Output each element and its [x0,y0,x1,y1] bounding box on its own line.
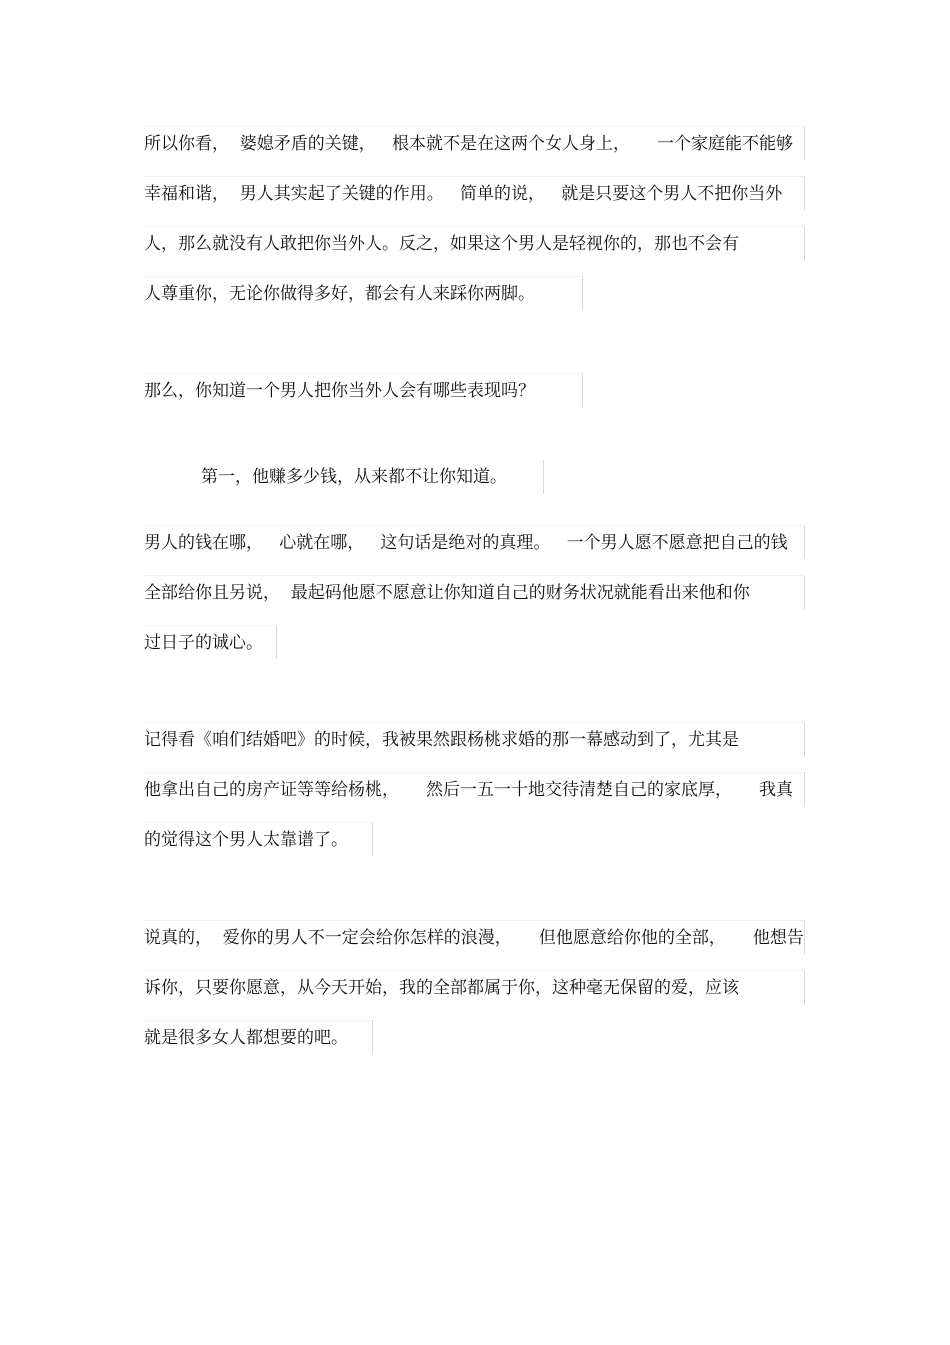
text-line: 所以你看， 婆媳矛盾的关键， 根本就不是在这两个女人身上， 一个家庭能不能够 [144,126,805,160]
text-line: 他拿出自己的房产证等等给杨桃， 然后一五一十地交待清楚自己的家底厚， 我真 [144,772,805,806]
section-heading: 第一，他赚多少钱，从来都不让你知道。 [201,460,544,494]
text-line: 人，那么就没有人敢把你当外人。反之，如果这个男人是轻视你的，那也不会有 [144,226,805,260]
text-line: 就是很多女人都想要的吧。 [144,1020,373,1054]
text-line: 那么，你知道一个男人把你当外人会有哪些表现吗？ [144,373,583,407]
text-line: 全部给你且另说， 最起码他愿不愿意让你知道自己的财务状况就能看出来他和你 [144,575,805,609]
text-line: 诉你，只要你愿意，从今天开始，我的全部都属于你，这种毫无保留的爱，应该 [144,970,805,1004]
text-line: 记得看《咱们结婚吧》的时候，我被果然跟杨桃求婚的那一幕感动到了，尤其是 [144,722,805,756]
text-line: 的觉得这个男人太靠谱了。 [144,822,373,856]
text-line: 人尊重你，无论你做得多好，都会有人来踩你两脚。 [144,276,583,310]
text-line: 男人的钱在哪， 心就在哪， 这句话是绝对的真理。 一个男人愿不愿意把自己的钱 [144,525,805,559]
text-line: 幸福和谐， 男人其实起了关键的作用。 简单的说， 就是只要这个男人不把你当外 [144,176,805,210]
text-line: 说真的， 爱你的男人不一定会给你怎样的浪漫， 但他愿意给你他的全部， 他想告 [144,920,805,954]
text-line: 过日子的诚心。 [144,625,277,659]
